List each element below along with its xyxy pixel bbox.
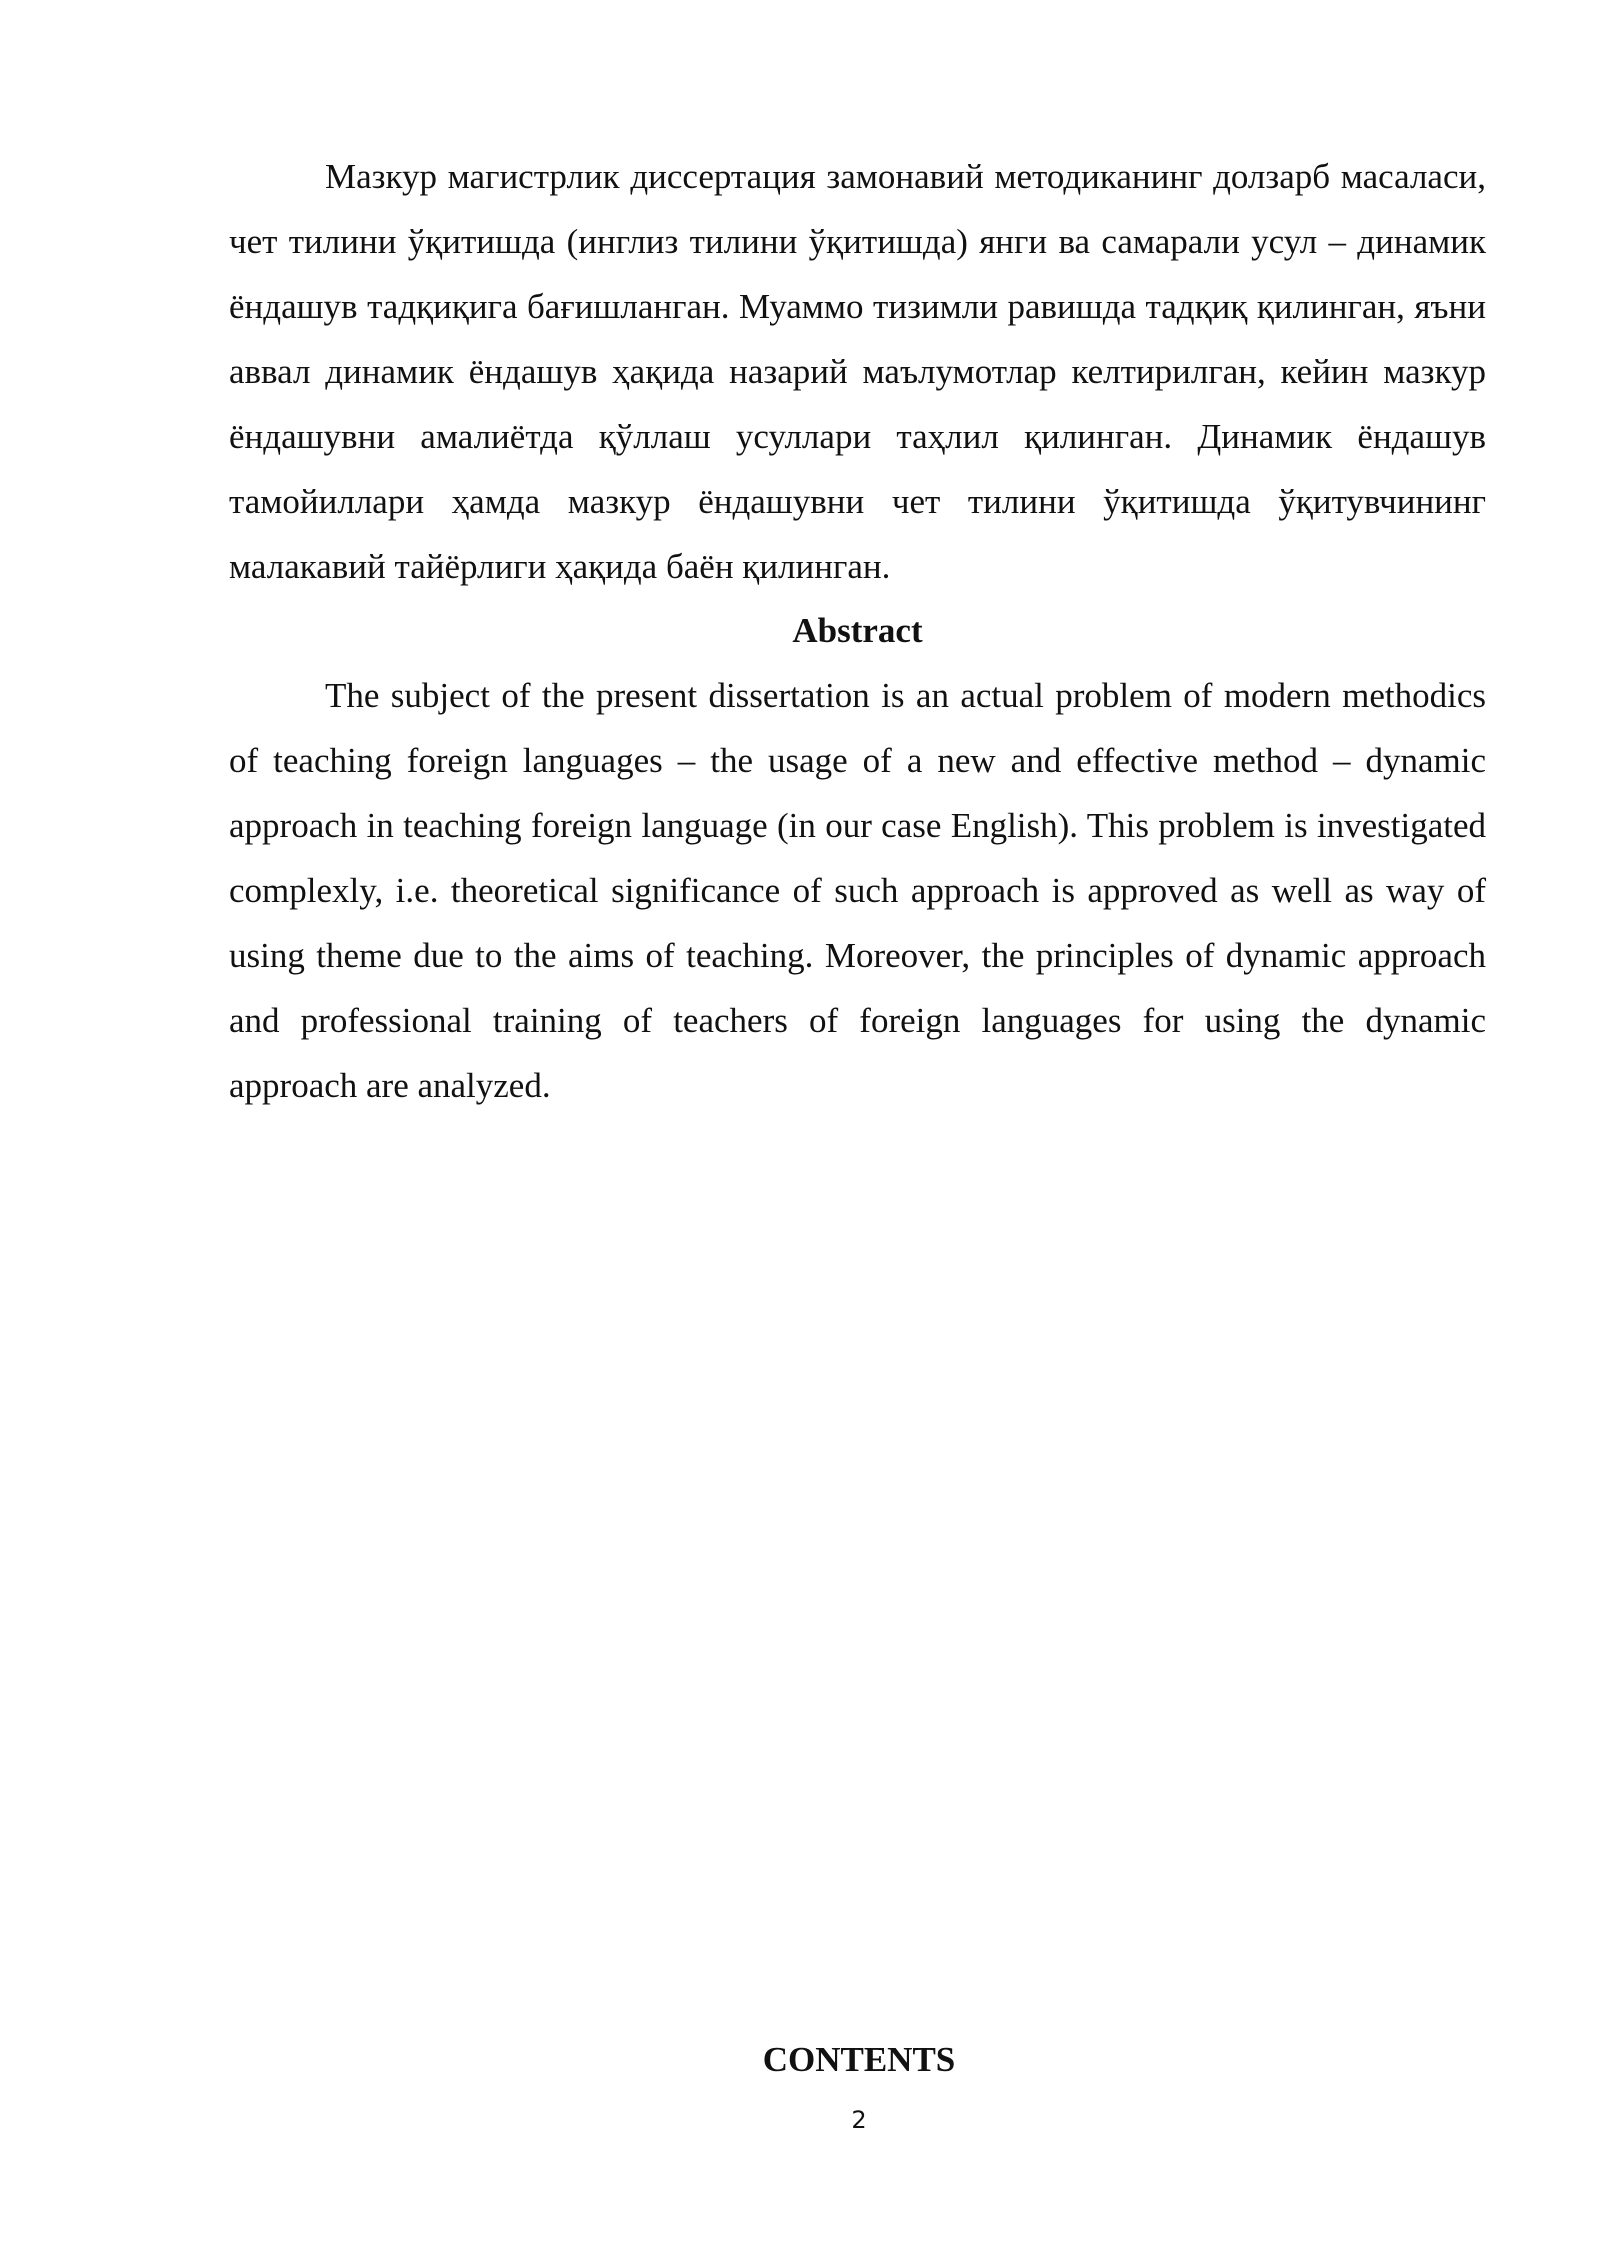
abstract-heading: Abstract — [792, 611, 923, 650]
page-number: 2 — [851, 2106, 867, 2134]
uzbek-summary-paragraph: Мазкур магистрлик диссертация замонавий методиканинг долзарб масаласи, чет тилини ўқитишда (инглиз тилини ўқитишда) янги ва самарали усул – динамик ёндашув тадқиқига бағишланган. Муаммо тизимли равишда тадқиқ қилинган, яъни аввал динамик ёндашув ҳақида назарий маълумотлар келтирилган, кейин мазкур ёндашувни амалиётда қўллаш усуллари таҳлил қилинган. Динамик ёндашув тамойиллари ҳамда мазкур ёндашувни чет тилини ўқитишда ўқитувчининг малакавий тайёрлиги ҳақида баён қилинган. — [229, 157, 1486, 586]
abstract-paragraph: The subject of the present dissertation is an actual problem of modern methodics of teaching foreign languages – the usage of a new and effective method – dynamic approach in teaching foreign language (in our case English). This problem is investigated complexly, i.e. theoretical significance of such approach is approved as well as way of using theme due to the aims of teaching. Moreover, the principles of dynamic approach and professional training of teachers of foreign languages for using the dynamic approach are analyzed. — [229, 676, 1486, 1105]
contents-heading: CONTENTS — [762, 2040, 956, 2079]
